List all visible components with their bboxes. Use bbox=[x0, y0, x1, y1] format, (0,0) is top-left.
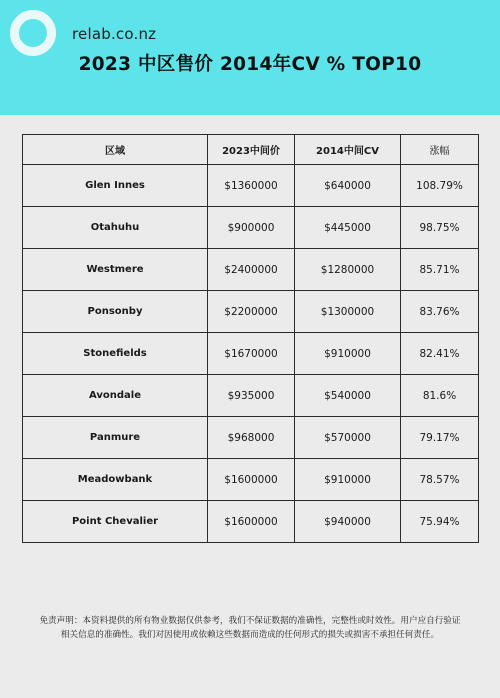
brand-name: relab.co.nz bbox=[72, 25, 157, 43]
cv-2014-cell: $445000 bbox=[295, 207, 401, 249]
cv-2014-cell: $1280000 bbox=[295, 249, 401, 291]
area-cell: Meadowbank bbox=[23, 459, 208, 501]
growth-cell: 83.76% bbox=[401, 291, 479, 333]
growth-cell: 98.75% bbox=[401, 207, 479, 249]
area-cell: Avondale bbox=[23, 375, 208, 417]
price-2023-cell: $1600000 bbox=[208, 459, 295, 501]
price-2023-cell: $1670000 bbox=[208, 333, 295, 375]
area-cell: Westmere bbox=[23, 249, 208, 291]
table-row bbox=[23, 207, 479, 249]
price-2023-cell: $1600000 bbox=[208, 501, 295, 543]
cv-2014-cell: $640000 bbox=[295, 165, 401, 207]
price-2023-cell: $935000 bbox=[208, 375, 295, 417]
table-body bbox=[23, 165, 479, 543]
growth-cell: 81.6% bbox=[401, 375, 479, 417]
area-cell: Stonefields bbox=[23, 333, 208, 375]
growth-cell: 79.17% bbox=[401, 417, 479, 459]
area-cell: Glen Innes bbox=[23, 165, 208, 207]
cv-2014-cell: $910000 bbox=[295, 333, 401, 375]
area-cell: Ponsonby bbox=[23, 291, 208, 333]
area-cell: Panmure bbox=[23, 417, 208, 459]
growth-cell: 85.71% bbox=[401, 249, 479, 291]
price-table bbox=[22, 134, 479, 543]
cv-2014-cell: $940000 bbox=[295, 501, 401, 543]
table-row bbox=[23, 165, 479, 207]
growth-cell: 108.79% bbox=[401, 165, 479, 207]
area-cell: Otahuhu bbox=[23, 207, 208, 249]
table-row bbox=[23, 291, 479, 333]
column-header-area: 区域 bbox=[23, 135, 208, 165]
price-2023-cell: $968000 bbox=[208, 417, 295, 459]
disclaimer-text: 免责声明：本资料提供的所有物业数据仅供参考，我们不保证数据的准确性，完整性或时效性。用户应自行验证相关信息的准确性。我们对因使用或依赖这些数据而造成的任何形式的损失或损害不承担任何责任。 bbox=[39, 616, 461, 640]
price-2023-cell: $1360000 bbox=[208, 165, 295, 207]
cv-2014-cell: $910000 bbox=[295, 459, 401, 501]
growth-cell: 75.94% bbox=[401, 501, 479, 543]
price-2023-cell: $900000 bbox=[208, 207, 295, 249]
cv-2014-cell: $570000 bbox=[295, 417, 401, 459]
growth-cell: 82.41% bbox=[401, 333, 479, 375]
price-2023-cell: $2400000 bbox=[208, 249, 295, 291]
area-cell: Point Chevalier bbox=[23, 501, 208, 543]
growth-cell: 78.57% bbox=[401, 459, 479, 501]
table-row bbox=[23, 333, 479, 375]
header-row bbox=[23, 135, 479, 165]
table-row bbox=[23, 375, 479, 417]
column-header-2014-cv: 2014中间CV bbox=[295, 135, 401, 165]
table-row bbox=[23, 501, 479, 543]
table-row bbox=[23, 459, 479, 501]
header-banner bbox=[0, 0, 500, 115]
column-header-2023-median: 2023中间价 bbox=[208, 135, 295, 165]
price-2023-cell: $2200000 bbox=[208, 291, 295, 333]
cv-2014-cell: $540000 bbox=[295, 375, 401, 417]
column-header-growth: 涨幅 bbox=[401, 135, 479, 165]
table-header bbox=[23, 135, 479, 165]
cv-2014-cell: $1300000 bbox=[295, 291, 401, 333]
table-row bbox=[23, 249, 479, 291]
table-row bbox=[23, 417, 479, 459]
page-title: 2023 中区售价 2014年CV % TOP10 bbox=[78, 54, 422, 75]
